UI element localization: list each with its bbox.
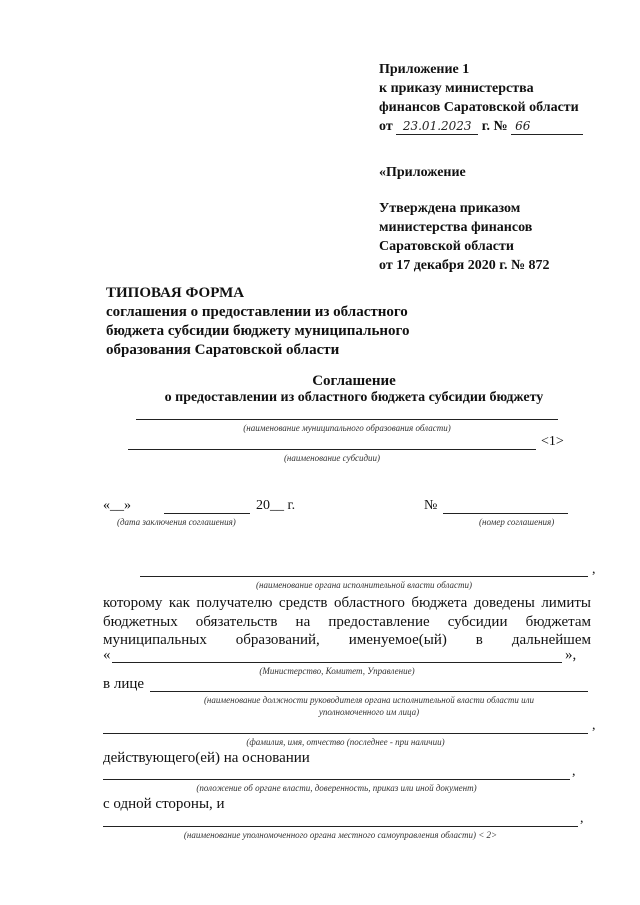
in-person-label: в лице <box>103 676 145 692</box>
approval-region: Саратовской области <box>379 239 514 254</box>
date-year: 20__ г. <box>256 498 296 513</box>
basis-line[interactable] <box>103 779 570 780</box>
caption-ministry: (Министерство, Комитет, Управление) <box>259 666 415 676</box>
position-line[interactable] <box>150 691 588 692</box>
appendix-order-ref: к приказу министерства <box>379 81 534 96</box>
approval-block <box>379 163 619 275</box>
subsidy-line[interactable] <box>128 449 536 450</box>
caption-position-1: (наименование должности руководителя органа исполнительной власти области или <box>203 695 535 705</box>
paragraph-line-2: бюджетных обязательств на предоставление субсидии бюджетам <box>103 613 591 630</box>
paragraph-line-1: которому как получателю средств областного бюджета доведены лимиты <box>103 595 591 611</box>
handwritten-number <box>511 119 583 135</box>
typical-form-line-2: бюджета субсидии бюджету муниципального <box>106 323 410 339</box>
approval-approved-by: Утверждена приказом <box>379 201 521 216</box>
appendix-number: Приложение 1 <box>379 62 470 77</box>
date-blank-line[interactable] <box>164 513 250 514</box>
handwritten-date-value: 23.01.2023 <box>402 119 472 133</box>
caption-basis: (положение об органе власти, доверенность, приказ или иной документ) <box>196 783 477 793</box>
approval-date: от 17 декабря 2020 г. № 872 <box>379 258 550 273</box>
footnote-1: <1> <box>541 434 564 449</box>
paragraph-line-3: муниципальных образований, именуемое(ый) в дальнейшем <box>103 632 591 648</box>
caption-subsidy: (наименование субсидии) <box>283 453 381 463</box>
agreement-subtitle: о предоставлении из областного бюджета субсидии бюджету <box>164 390 544 405</box>
typical-form-line-1: соглашения о предоставлении из областного <box>106 304 408 320</box>
caption-date: (дата заключения соглашения) <box>117 517 236 527</box>
quote-open: « <box>103 647 111 663</box>
caption-number: (номер соглашения) <box>479 517 555 527</box>
date-quote: «__» <box>103 498 131 513</box>
quote-close: », <box>565 647 577 663</box>
municipality-line[interactable] <box>136 419 558 420</box>
typical-form-line-3: образования Саратовской области <box>106 342 340 358</box>
date-prefix: от <box>379 119 393 134</box>
full-name-comma: , <box>592 718 596 733</box>
number-sign: № <box>424 498 438 513</box>
typical-form-title: ТИПОВАЯ ФОРМА <box>106 285 245 301</box>
ministry-line[interactable] <box>112 662 562 663</box>
handwritten-date <box>396 119 478 135</box>
handwritten-number-value: 66 <box>515 119 531 133</box>
agreement-title: Соглашение <box>312 373 396 389</box>
typical-form-block <box>106 284 426 360</box>
caption-local-authority: (наименование уполномоченного органа местного самоуправления области) < 2> <box>183 830 498 840</box>
one-side-label: с одной стороны, и <box>103 796 225 812</box>
caption-authority: (наименование органа исполнительной власти области) <box>255 580 472 590</box>
acting-basis-label: действующего(ей) на основании <box>103 750 310 766</box>
basis-comma: , <box>572 764 576 779</box>
caption-municipality: (наименование муниципального образования области) <box>243 423 451 433</box>
approval-appendix: «Приложение <box>379 165 466 180</box>
appendix-date-line <box>379 117 609 136</box>
authority-comma: , <box>592 562 596 577</box>
appendix-header <box>379 60 609 136</box>
approval-ministry: министерства финансов <box>379 220 533 235</box>
full-name-line[interactable] <box>103 733 588 734</box>
caption-name: (фамилия, имя, отчество (последнее - при наличии) <box>246 737 445 747</box>
local-authority-comma: , <box>580 811 584 826</box>
recipient-paragraph <box>103 594 591 650</box>
number-blank-line[interactable] <box>443 513 568 514</box>
local-authority-line[interactable] <box>103 826 578 827</box>
appendix-ministry: финансов Саратовской области <box>379 100 579 115</box>
caption-position-2: уполномоченного им лица) <box>318 707 420 717</box>
authority-line[interactable] <box>140 576 588 577</box>
number-label: г. № <box>481 119 508 134</box>
